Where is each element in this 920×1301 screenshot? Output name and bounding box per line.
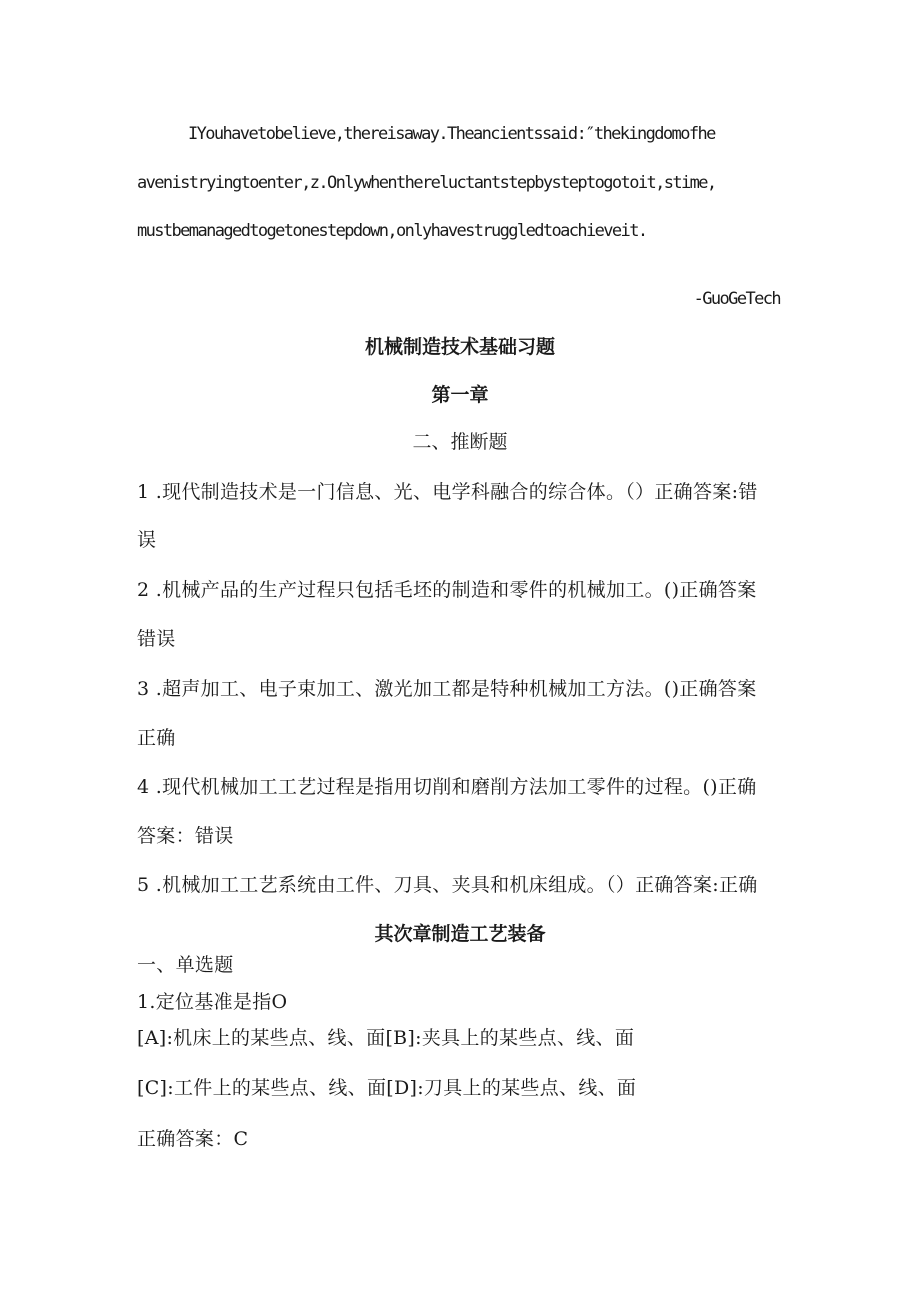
- document-title: 机械制造技术基础习题: [364, 336, 555, 358]
- quote-line-1: IYouhavetobelieve,thereisaway.Theancientssaid:″thekingdomofhe: [188, 124, 715, 144]
- question-1-options-a-b: [A]:机床上的某些点、线、面[B]:夹具上的某些点、线、面: [137, 1027, 635, 1049]
- chapter-2-section-title: 一、单选题: [137, 954, 234, 976]
- single-choice-question-1: 1.定位基准是指O: [137, 991, 288, 1013]
- judgment-item-1-line-2: 误: [137, 529, 157, 551]
- judgment-item-5-line-1: 5 .机械加工工艺系统由工件、刀具、夹具和机床组成。（）正确答案:正确: [137, 874, 758, 896]
- judgment-item-2-line-2: 错误: [137, 628, 176, 650]
- judgment-item-4-line-2: 答案：错误: [137, 825, 234, 847]
- judgment-item-3-line-2: 正确: [137, 727, 176, 749]
- judgment-item-1-line-1: 1 .现代制造技术是一门信息、光、电学科融合的综合体。（）正确答案:错: [137, 481, 758, 503]
- chapter-1-section-title: 二、推断题: [412, 431, 508, 453]
- chapter-1-title: 第一章: [431, 384, 489, 406]
- quote-signature: -GuoGeTech: [693, 289, 780, 309]
- judgment-item-4-line-1: 4 .现代机械加工工艺过程是指用切削和磨削方法加工零件的过程。()正确: [137, 776, 757, 798]
- quote-line-3: mustbemanagedtogetonestepdown,onlyhavestruggledtoachieveit.: [137, 221, 647, 241]
- question-1-answer: 正确答案：C: [137, 1128, 249, 1150]
- chapter-2-title: 其次章制造工艺装备: [374, 923, 546, 945]
- quote-line-2: avenistryingtoenter‚z.Onlywhenthereluctantstepbysteptogotoit‚stime,: [137, 173, 716, 193]
- judgment-item-3-line-1: 3 .超声加工、电子束加工、激光加工都是特种机械加工方法。()正确答案: [137, 678, 757, 700]
- question-1-options-c-d: [C]:工件上的某些点、线、面[D]:刀具上的某些点、线、面: [137, 1077, 637, 1099]
- judgment-item-2-line-1: 2 .机械产品的生产过程只包括毛坯的制造和零件的机械加工。()正确答案: [137, 579, 757, 601]
